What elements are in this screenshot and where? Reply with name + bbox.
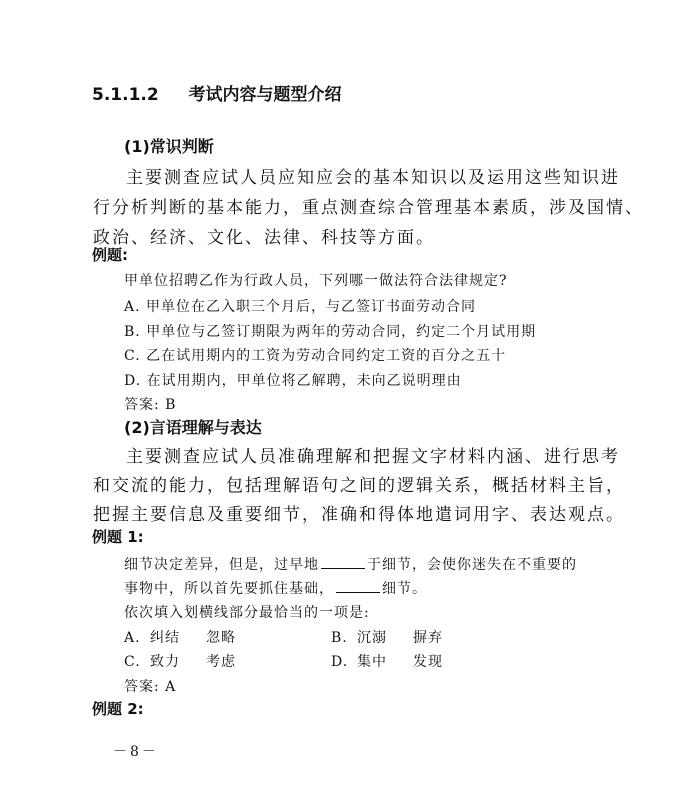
option-b: B. 沉溺 摒弃: [331, 630, 443, 646]
question-text: 甲单位招聘乙作为行政人员，下列哪一做法符合法律规定?: [124, 273, 508, 289]
part1-paragraph-line: 行分析判断的基本能力，重点测查综合管理基本素质，涉及国情、: [93, 198, 644, 218]
fill-question-text: 细节决定差异，但是，过早地: [124, 557, 319, 573]
option-c: C. 致力 考虑: [124, 654, 236, 670]
option-a: A. 纠结 忽略: [124, 630, 236, 646]
fill-blank: [336, 580, 380, 593]
fill-question-line: [124, 578, 427, 598]
option-d: D. 在试用期内，甲单位将乙解聘，未向乙说明理由: [124, 373, 462, 389]
example-label: 例题:: [92, 246, 128, 264]
option-c: C. 乙在试用期内的工资为劳动合同约定工资的百分之五十: [124, 348, 507, 364]
answer-text: 答案: B: [124, 397, 177, 413]
answer-text: 答案: A: [124, 679, 177, 695]
fill-question-line: [124, 554, 577, 574]
option-b: B. 甲单位与乙签订期限为两年的劳动合同，约定二个月试用期: [124, 324, 537, 340]
fill-blank: [321, 556, 365, 569]
fill-question-text: 细节。: [382, 581, 427, 597]
section-heading: [92, 80, 342, 105]
part2-paragraph-line: 把握主要信息及重要细节，准确和得体地遣词用字、表达观点。: [93, 505, 625, 525]
section-title: 考试内容与题型介绍: [188, 85, 342, 105]
part2-title: (2)言语理解与表达: [124, 418, 262, 437]
fill-question-text: 于细节，会使你迷失在不重要的: [367, 557, 577, 573]
part1-paragraph-line: 主要测查应试人员应知应会的基本知识以及运用这些知识进: [126, 168, 620, 188]
option-d: D. 集中 发现: [331, 654, 443, 670]
example1-label: 例题 1:: [92, 528, 144, 546]
page-number: －8－: [113, 744, 159, 760]
option-a: A. 甲单位在乙入职三个月后，与乙签订书面劳动合同: [124, 299, 477, 315]
part1-title: (1)常识判断: [124, 137, 214, 156]
part1-paragraph-line: 政治、经济、文化、法律、科技等方面。: [93, 228, 435, 248]
part2-paragraph-line: 和交流的能力，包括理解语句之间的逻辑关系，概括材料主旨，: [93, 476, 625, 496]
fill-question-text: 事物中，所以首先要抓住基础，: [124, 581, 334, 597]
section-number: 5.1.1.2: [92, 85, 159, 105]
part2-paragraph-line: 主要测查应试人员准确理解和把握文字材料内涵、进行思考: [126, 447, 620, 467]
example2-label: 例题 2:: [92, 700, 144, 718]
instruction-text: 依次填入划横线部分最恰当的一项是:: [124, 605, 370, 621]
